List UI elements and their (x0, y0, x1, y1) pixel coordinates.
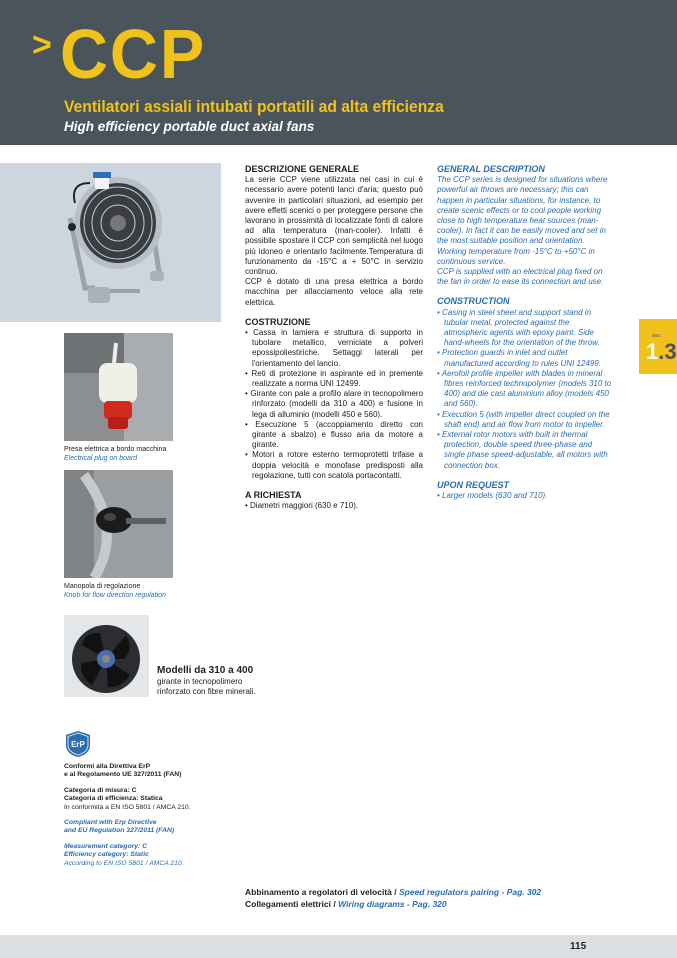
list-item: • Protection guards in inlet and outlet manufactured according to rules UNI 12499. (437, 348, 615, 368)
models-title: Modelli da 310 a 400 (157, 665, 254, 676)
erp-logo-text: ErP (71, 740, 85, 749)
knob-photo (64, 470, 173, 578)
models-desc-line-2: rinforzato con fibre minerali. (157, 687, 256, 696)
erp-logo-icon (64, 730, 92, 758)
construction-list-en (437, 308, 615, 471)
product-photo (0, 163, 221, 322)
erp-en-line-2: and EU Regulation 327/2011 (FAN) (64, 827, 175, 835)
section-label: sez. (652, 333, 662, 339)
page-number: 115 (570, 941, 587, 952)
erp-en-line-3: Measurement category: C (64, 842, 148, 850)
erp-it-line-5: In conformità a EN ISO 5801 / AMCA 210. (64, 803, 191, 811)
erp-en-line-1: Compliant with Erp Directive (64, 819, 157, 827)
list-item: • Girante con pale a profilo alare in tecnopolimero rinforzato (modelli da 310 a 400) e fusione in lega di alluminio (modelli 450 e 560). (245, 389, 423, 420)
erp-it-line-1: Conformi alla Direttiva ErP (64, 763, 151, 770)
list-item: • Reti di protezione in aspirante ed in premente realizzate a norma UNI 12499. (245, 369, 423, 389)
speed-regulators-label-it: Abbinamento a regolatori di velocità / (245, 887, 399, 897)
english-column (437, 164, 615, 501)
list-item: • Aerofoil profile impeller with blades in mineral fibres reinforced technopolymer (models 310 to 400) and die cast aluminium alloy (models 450 and 560). (437, 369, 615, 410)
section-number (646, 339, 677, 365)
erp-en-line-5: According to EN ISO 5801 / AMCA 210. (64, 859, 184, 867)
general-description-text-it: La serie CCP viene utilizzata nei casi in cui è necessario avere potenti lanci d'aria; questo può avvenire in particolari situazioni, ad esempio per avere effetti scenici o per proteggere persone che lavorano in prossimità di localizzate fonti di calore ad alta temperatura (man-cooler). Infatti è possibile spostare il CCP con semplicità nel luogo più idoneo e orientarlo facilmente.Temperatura di funzionamento da -15°C a + 50°C in servizio continuo. (245, 175, 423, 277)
title-english: High efficiency portable duct axial fans (64, 119, 315, 134)
footer-references (245, 886, 541, 910)
erp-en-line-4: Efficiency category: Static (64, 851, 149, 859)
models-description (157, 677, 277, 697)
header-banner (0, 0, 677, 145)
section-tab (639, 319, 677, 374)
construction-list-it (245, 328, 423, 481)
wiring-diagrams-label-it: Collegamenti elettrici / (245, 899, 339, 909)
knob-caption-it: Manopola di regolazione (64, 583, 141, 590)
plug-caption-en: Electrical plug on board (64, 455, 138, 462)
list-item: • Diametri maggiori (630 e 710). (245, 501, 423, 511)
request-list-en (437, 491, 615, 501)
section-number-b: .3 (658, 339, 677, 364)
knob-caption (64, 582, 166, 600)
speed-regulators-reference[interactable] (245, 886, 541, 898)
product-code: CCP (60, 15, 207, 93)
impeller-photo (64, 615, 149, 697)
construction-heading-en: CONSTRUCTION (437, 296, 510, 307)
plug-caption (64, 445, 166, 463)
list-item: • Esecuzione 5 (accoppiamento diretto con girante a sbalzo) e flusso aria da motore a girante. (245, 420, 423, 451)
list-item: • External rotor motors with built in thermal protection, double speed three-phase and single phase speed-adjustable, all motors with connection box. (437, 430, 615, 471)
general-description-text-en: The CCP series is designed for situations where powerful air throws are necessary; this can happen in particular situations, for instance, to create scenic effects or to cool people working close to high temperature heat sources (man-cooler). In fact it can be easily moved and set in the most suitable position and orientation. Working temperature from -15°C to +50°C in continuous service. (437, 175, 608, 266)
request-heading-en: UPON REQUEST (437, 479, 510, 490)
speed-regulators-link[interactable]: Speed regulators pairing - Pag. 302 (398, 887, 542, 897)
request-list-it (245, 501, 423, 511)
list-item: • Execution 5 (with impeller direct coupled on the shaft end) and air flow from motor to impeller. (437, 410, 615, 430)
list-item: • Motori a rotore esterno termoprotetti trifase a doppia velocità e monofase predisposti alla regolazione, tutti con scatola portacontatti. (245, 450, 423, 481)
construction-heading-it: COSTRUZIONE (245, 316, 311, 327)
erp-it-line-3: Categoria di misura: C (64, 786, 137, 794)
general-description-text-en-2: CCP is supplied with an electrical plug fixed on the fan in order to ease its connection and use. (437, 267, 604, 287)
section-number-a: 1 (646, 339, 659, 364)
list-item: • Casing in steel sheet and support stand in tubular metal, protected against the atmospheric agents with epoxy paint. Side hand-wheels for the orientation of the throw. (437, 308, 615, 349)
plug-photo (64, 333, 173, 441)
request-heading-it: A RICHIESTA (245, 490, 302, 501)
general-description-text-it-2: CCP è dotato di una presa elettrica a bordo macchina per allacciamento veloce alla rete elettrica. (245, 277, 423, 307)
erp-it-line-4: Categoria di efficienza: Statica (64, 795, 163, 803)
italian-column (245, 164, 423, 512)
title-italian: Ventilatori assiali intubati portatili ad alta efficienza (64, 97, 444, 116)
wiring-diagrams-reference[interactable] (245, 898, 541, 910)
list-item: • Cassa in lamiera e struttura di supporto in tubolare metallico, verniciate a polveri epossipoliestiriche. Settaggi laterali per l'orientamento del lancio. (245, 328, 423, 369)
general-description-heading-en: GENERAL DESCRIPTION (437, 164, 545, 174)
wiring-diagrams-link[interactable]: Wiring diagrams - Pag. 320 (338, 899, 447, 909)
models-desc-line-1: girante in tecnopolimero (157, 677, 243, 686)
plug-caption-it: Presa elettrica a bordo macchina (64, 446, 167, 453)
erp-it-line-2: e al Regolamento UE 327/2011 (FAN) (64, 771, 182, 779)
chevron-icon: > (32, 26, 52, 64)
erp-compliance (64, 763, 234, 868)
list-item: • Larger models (630 and 710). (437, 491, 615, 501)
knob-caption-en: Knob for flow direction regulation (64, 592, 166, 599)
general-description-heading-it: DESCRIZIONE GENERALE (245, 164, 360, 174)
